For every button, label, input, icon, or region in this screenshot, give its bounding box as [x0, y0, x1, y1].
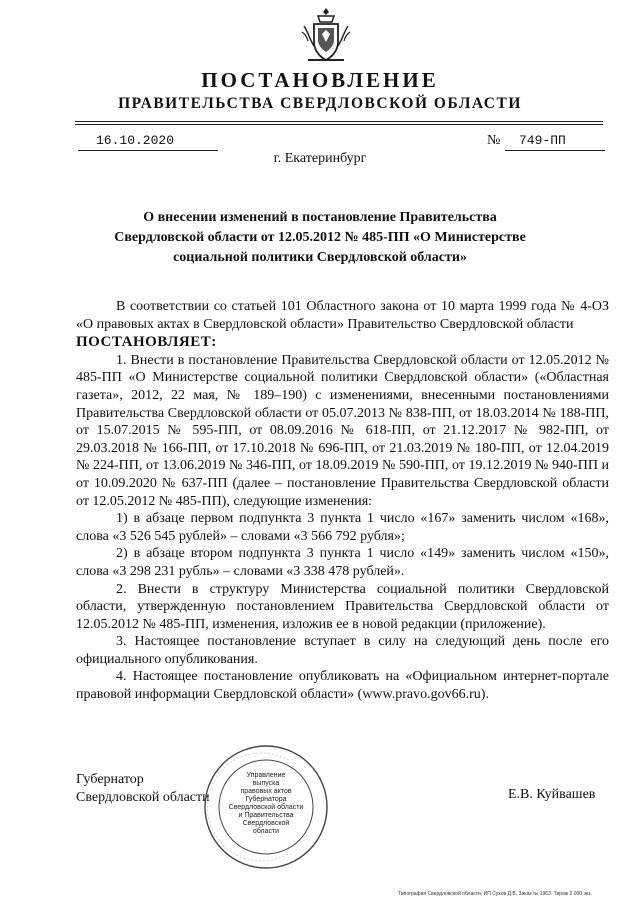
official-stamp [203, 744, 329, 870]
coat-of-arms-emblem [300, 6, 352, 66]
paragraph-3: 3. Настоящее постановление вступает в силу на следующий день после его официального опубликования. [76, 634, 609, 667]
paragraph-1-subitem-2: 2) в абзаце втором подпункта 3 пункта 1 число «149» заменить числом «150», слова «3 298 231 рубль» – словами «3 338 478 рублей». [76, 546, 609, 579]
document-number-label: № [487, 133, 501, 148]
header-rule-secondary [75, 124, 603, 125]
paragraph-1: 1. Внести в постановление Правительства Свердловской области от 12.05.2012 № 485-ПП «О Министерстве социальной политики Свердловской области» («Областная газета», 2012, 22 мая, № 189–190) с изменениями, внесенными постановлениями Правительства Свердловской области от 05.07.2013 № 838-ПП, от 18.03.2014 № 188-ПП, от 15.07.2015 № 595-ПП, от 08.09.2016 № 618-ПП, от 21.12.2017 № 982-ПП, от 29.03.2018 № 166-ПП, от 17.10.2018 № 696-ПП, от 21.03.2019 № 180-ПП, от 12.04.2019 № 224-ПП, от 13.06.2019 № 346-ПП, от 18.09.2019 № 590-ПП, от 19.12.2019 № 940-ПП и от 10.09.2020 № 637-ПП (далее – постановление Правительства Свердловской области от 12.05.2012 № 485-ПП), следующие изменения: [76, 352, 609, 509]
svg-text:правовых актов: правовых актов [240, 788, 292, 795]
print-footer: Типография Свердловской области, ИП Сухов Д.В. Заказ № 1963. Тираж 2 000 экз. [398, 891, 592, 897]
document-title: ПОСТАНОВЛЕНИЕ [201, 68, 439, 92]
paragraph-4: 4. Настоящее постановление опубликовать на «Официальном интернет-портале правовой информации Свердловской области» (www.pravo.gov66.ru). [76, 669, 609, 703]
svg-text:Свердловской области: Свердловской области [228, 804, 304, 811]
signatory-name: Е.В. Куйвашев [508, 787, 596, 802]
signatory-position-line1: Губернатор [76, 772, 144, 787]
paragraph-1-subitem-1: 1) в абзаце первом подпункта 3 пункта 1 число «167» заменить числом «168», слова «3 526 545 рублей» – словами «3 566 792 рубля»; [76, 511, 609, 544]
decree-word: ПОСТАНОВЛЯЕТ: [76, 334, 217, 351]
intro-paragraph: В соответствии со статьей 101 Областного закона от 10 марта 1999 года № 4-ОЗ «О правовых актах в Свердловской области» Правительство Свердловской области [76, 299, 609, 332]
document-subtitle: ПРАВИТЕЛЬСТВА СВЕРДЛОВСКОЙ ОБЛАСТИ [118, 95, 522, 112]
svg-text:Губернатора: Губернатора [245, 796, 287, 803]
paragraph-2: 2. Внести в структуру Министерства социальной политики Свердловской области, утвержденную постановлением Правительства Свердловской области от 12.05.2012 № 485-ПП, изменения, изложив ее в новой редакции (приложение). [76, 581, 609, 632]
header-rule [75, 121, 603, 122]
svg-text:выпуска: выпуска [252, 780, 280, 787]
document-date: 16.10.2020 [78, 133, 218, 151]
svg-text:Управление: Управление [246, 772, 286, 779]
svg-text:области: области [252, 828, 280, 835]
svg-text:и Правительства: и Правительства [238, 812, 294, 819]
signatory-position-line2: Свердловской области [76, 790, 210, 805]
document-body [76, 298, 609, 704]
svg-text:Свердловской: Свердловской [242, 820, 290, 827]
document-number: 749-ПП [505, 133, 605, 151]
signatory-position [76, 771, 210, 807]
document-heading: О внесении изменений в постановление Правительства Свердловской области от 12.05.2012 № 485-ПП «О Министерстве социальной политики Свердловской области» [114, 210, 526, 265]
document-city: г. Екатеринбург [273, 151, 367, 166]
